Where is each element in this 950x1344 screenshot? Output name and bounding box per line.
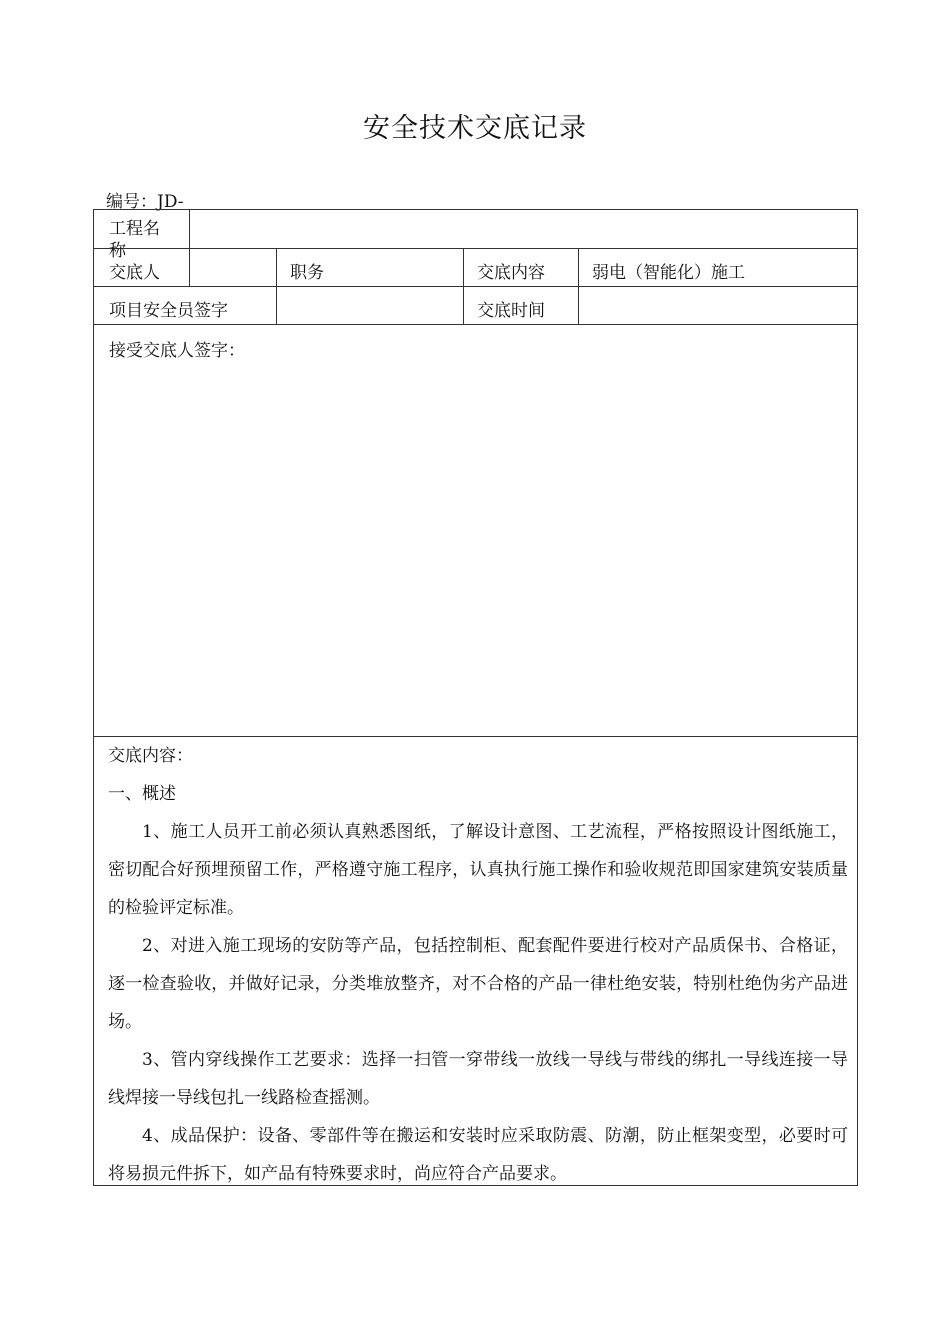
section-heading-overview: 一、概述 xyxy=(108,784,176,804)
document-number: 编号：JD- xyxy=(106,192,184,212)
time-label: 交底时间 xyxy=(477,301,545,321)
project-name-label: 工程名称 xyxy=(109,219,160,261)
disclosure-form xyxy=(93,209,858,1186)
column-divider xyxy=(189,210,190,286)
row-divider xyxy=(94,324,857,325)
safety-officer-label: 项目安全员签字 xyxy=(109,301,228,321)
column-divider xyxy=(463,248,464,324)
content-item-3: 3、管内穿线操作工艺要求：选择一扫管一穿带线一放线一导线与带线的绑扎一导线连接一导线焊接一导线包扎一线路检查摇测。 xyxy=(108,1050,848,1108)
row-divider xyxy=(94,286,857,287)
column-divider xyxy=(578,248,579,324)
row-divider xyxy=(94,248,857,249)
receiver-signature-label: 接受交底人签字： xyxy=(109,341,245,361)
content-item-1: 1、施工人员开工前必须认真熟悉图纸，了解设计意图、工艺流程，严格按照设计图纸施工，密切配合好预埋预留工作，严格遵守施工程序，认真执行施工操作和验收规范即国家建筑安装质量的检验评定标准。 xyxy=(108,822,848,918)
content-item-2: 2、对进入施工现场的安防等产品，包括控制柜、配套配件要进行校对产品质保书、合格证，逐一检查验收，并做好记录，分类堆放整齐，对不合格的产品一律杜绝安装，特别杜绝伪劣产品进场。 xyxy=(108,936,848,1032)
content-heading: 交底内容： xyxy=(108,746,193,766)
disclosure-content xyxy=(108,737,848,1185)
column-divider xyxy=(276,248,277,324)
content-value: 弱电（智能化）施工 xyxy=(592,263,745,283)
content-item-4: 4、成品保护：设备、零部件等在搬运和安装时应采取防震、防潮，防止框架变型，必要时可将易损元件拆下，如产品有特殊要求时，尚应符合产品要求。 xyxy=(108,1126,848,1184)
content-label: 交底内容 xyxy=(477,263,545,283)
discloser-label: 交底人 xyxy=(109,263,160,283)
document-title: 安全技术交底记录 xyxy=(363,113,587,144)
position-label: 职务 xyxy=(290,263,324,283)
